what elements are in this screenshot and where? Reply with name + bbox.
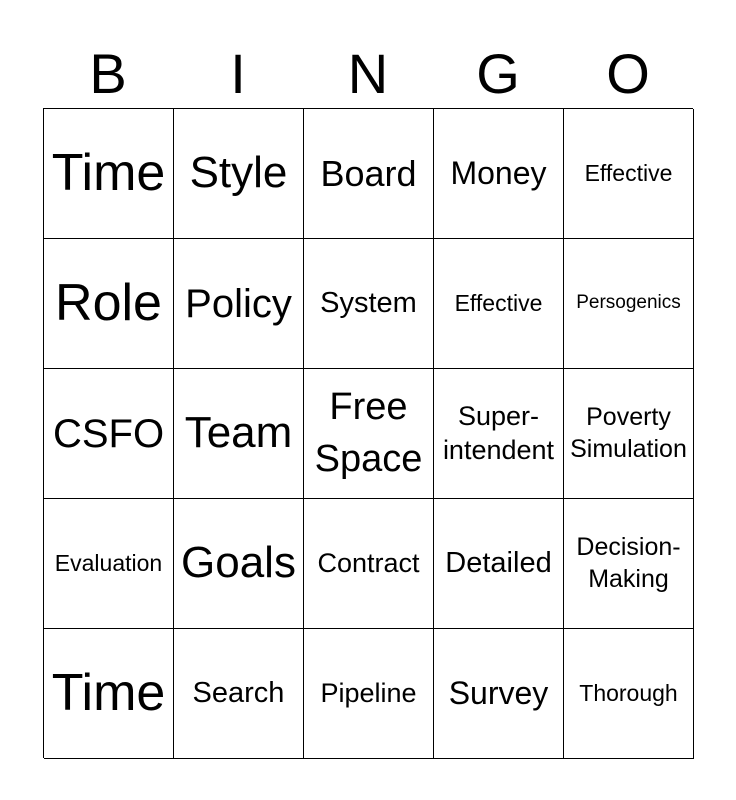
bingo-cell[interactable] [44,109,174,239]
bingo-cell[interactable] [564,499,694,629]
bingo-cell[interactable] [304,239,434,369]
cell-text: Board [320,152,417,194]
cell-text: Search [192,676,285,709]
cell-text: Policy [185,281,292,326]
cell-text: Pipeline [320,677,417,708]
cell-text-line: Super- [457,400,540,431]
bingo-cell[interactable] [304,629,434,759]
bingo-cell[interactable] [44,369,174,499]
bingo-cell[interactable] [44,239,174,369]
cell-text-line: Simulation [570,434,687,463]
cell-text: Money [450,154,547,191]
bingo-cell[interactable] [434,369,564,499]
cell-text: Evaluation [54,549,163,576]
bingo-cell[interactable] [304,369,434,499]
cell-text: Team [184,408,293,458]
cell-text: Style [189,148,288,198]
cell-text: Time [51,663,166,722]
bingo-cell[interactable] [434,499,564,629]
cell-text: CSFO [52,411,165,456]
bingo-cell[interactable] [434,109,564,239]
bingo-cell[interactable] [564,369,694,499]
header-letter-n: N [347,42,389,105]
bingo-cell[interactable] [174,499,304,629]
header-letter-g: G [476,42,520,105]
cell-text: Effective [454,289,543,316]
header-letter-i: I [230,42,246,105]
header-letter-o: O [606,42,650,105]
cell-text: Goals [181,538,296,588]
cell-text: Effective [584,159,673,186]
bingo-cell[interactable] [564,109,694,239]
cell-text: Role [55,273,162,332]
cell-text-line: Free [329,386,408,429]
bingo-cell[interactable] [44,629,174,759]
cell-text: Survey [448,674,549,711]
cell-text: Contract [317,547,420,578]
bingo-cell[interactable] [174,109,304,239]
bingo-cell[interactable] [174,369,304,499]
bingo-header [43,40,693,108]
bingo-card [43,108,693,758]
cell-text-line: Space [314,437,423,480]
cell-text-line: intendent [442,434,555,465]
bingo-cell[interactable] [434,239,564,369]
bingo-cell[interactable] [304,109,434,239]
cell-text-line: Making [588,564,669,593]
cell-text: Detailed [445,546,552,579]
header-letter-b: B [89,42,127,105]
bingo-cell[interactable] [174,629,304,759]
free-space [315,382,423,485]
bingo-cell[interactable] [304,499,434,629]
bingo-cell[interactable] [44,499,174,629]
bingo-cell[interactable] [434,629,564,759]
cell-text-line: Decision- [576,533,681,562]
cell-text: System [320,286,417,319]
bingo-cell[interactable] [564,629,694,759]
cell-text: Thorough [579,679,678,706]
bingo-cell[interactable] [564,239,694,369]
bingo-cell[interactable] [174,239,304,369]
cell-text: Persogenics [576,292,681,314]
cell-text-line: Poverty [586,403,671,432]
cell-text: Time [51,143,166,202]
